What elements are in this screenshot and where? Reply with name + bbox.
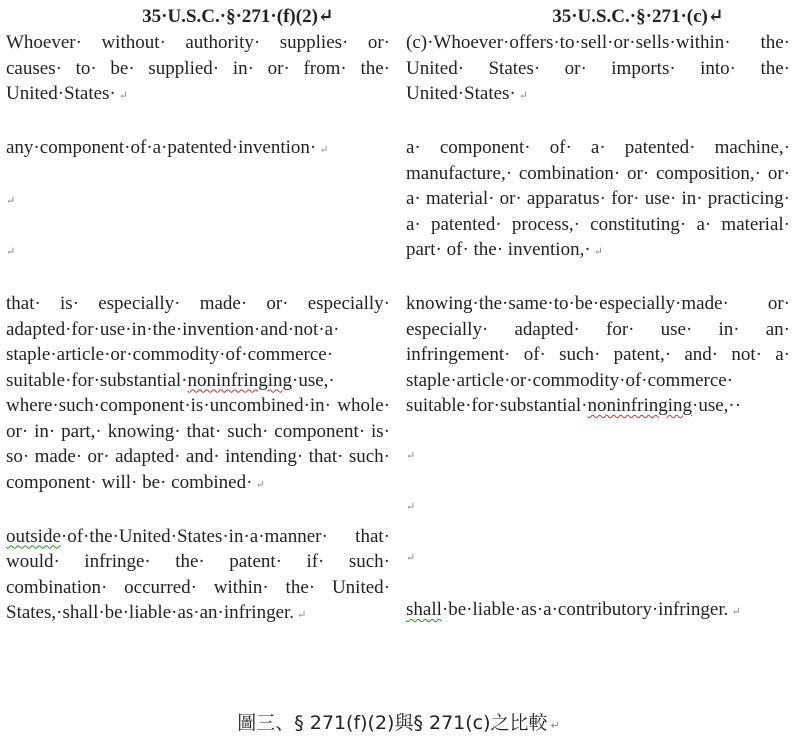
caption-text: 圖三、§ 271(f)(2)與§ 271(c)之比較: [237, 712, 548, 734]
empty-paragraph: ↵: [6, 246, 16, 258]
left-p3b-text: ·use,· where·such·component·is·uncombined·in· whole· or· in· part,· knowing· that· such· component· is· so· made· or· adapted· and· intending· that· such· component· will· be· combined·: [6, 369, 390, 493]
left-paragraph-3: [6, 291, 390, 498]
empty-paragraph: ↵: [406, 552, 416, 564]
left-paragraph-1: [6, 30, 390, 110]
figure-caption: [0, 708, 797, 735]
right-p3b-text: ·use,··: [692, 395, 742, 416]
spellcheck-word: noninfringing: [587, 395, 693, 416]
paragraph-mark: ↵: [297, 609, 307, 621]
right-column: [406, 4, 790, 626]
paragraph-mark: ↵: [118, 90, 128, 102]
right-paragraph-3: [406, 291, 790, 419]
grammar-check-word: shall: [406, 599, 442, 620]
right-paragraph-4: [406, 597, 790, 626]
left-p4b-text: ·of·the·United·States·in·a·manner· that· would· infringe· the· patent· if· such· combination· occurred· within· the· United· States,·shall·be·liable·as·an·infringer.: [6, 525, 390, 623]
paragraph-mark: ↵: [518, 90, 528, 102]
empty-paragraph: ↵: [406, 450, 416, 462]
left-column: [6, 4, 390, 629]
paragraph-mark: ↵: [593, 246, 603, 258]
left-paragraph-4: [6, 524, 390, 629]
right-paragraph-2: [406, 135, 790, 266]
grammar-check-word: outside: [6, 525, 61, 547]
right-heading: 35·U.S.C.·§·271·(c)↵: [552, 6, 724, 27]
left-heading: 35·U.S.C.·§·271·(f)(2)↵: [142, 6, 334, 27]
right-p3a-text: knowing·the·same·to·be·especially·made· or· especially· adapted· for· use· in· an· infringement· of· such· patent,· and· not· a· staple·article·or·commodity·of·commerce· suitable·for·substantial·: [406, 293, 790, 416]
left-paragraph-2: [6, 135, 390, 164]
right-paragraph-1: [406, 30, 790, 110]
left-p3a-text: that· is· especially· made· or· especially· adapted·for·use·in·the·invention·and·not·a· staple·article·or·commodity·of·commerce· suitable·for·substantial·: [6, 293, 390, 391]
paragraph-mark: ↵: [319, 144, 329, 156]
empty-paragraph: ↵: [406, 501, 416, 513]
right-p2-text: a· component· of· a· patented· machine,· manufacture,· combination· or· composition,· or· a· material· or· apparatus· for· use· in· practicing· a· patented· process,· constituting· a· material· part· of· the· invention,·: [406, 137, 790, 260]
paragraph-mark: ↵: [255, 478, 265, 491]
spellcheck-word: noninfringing: [187, 369, 293, 391]
left-p1-text: Whoever· without· authority· supplies· or· causes· to· be· supplied· in· or· from· the· United·States·: [6, 32, 390, 104]
paragraph-mark: ↵: [550, 719, 560, 732]
paragraph-mark: ↵: [731, 606, 741, 618]
left-p2-text: any·component·of·a·patented·invention·: [6, 137, 317, 158]
right-p1-text: (c)·Whoever·offers·to·sell·or·sells·within· the· United· States· or· imports· into· the· United·States·: [406, 32, 790, 104]
right-p4b-text: ·be·liable·as·a·contributory·infringer.: [441, 599, 729, 620]
empty-paragraph: ↵: [6, 195, 16, 207]
